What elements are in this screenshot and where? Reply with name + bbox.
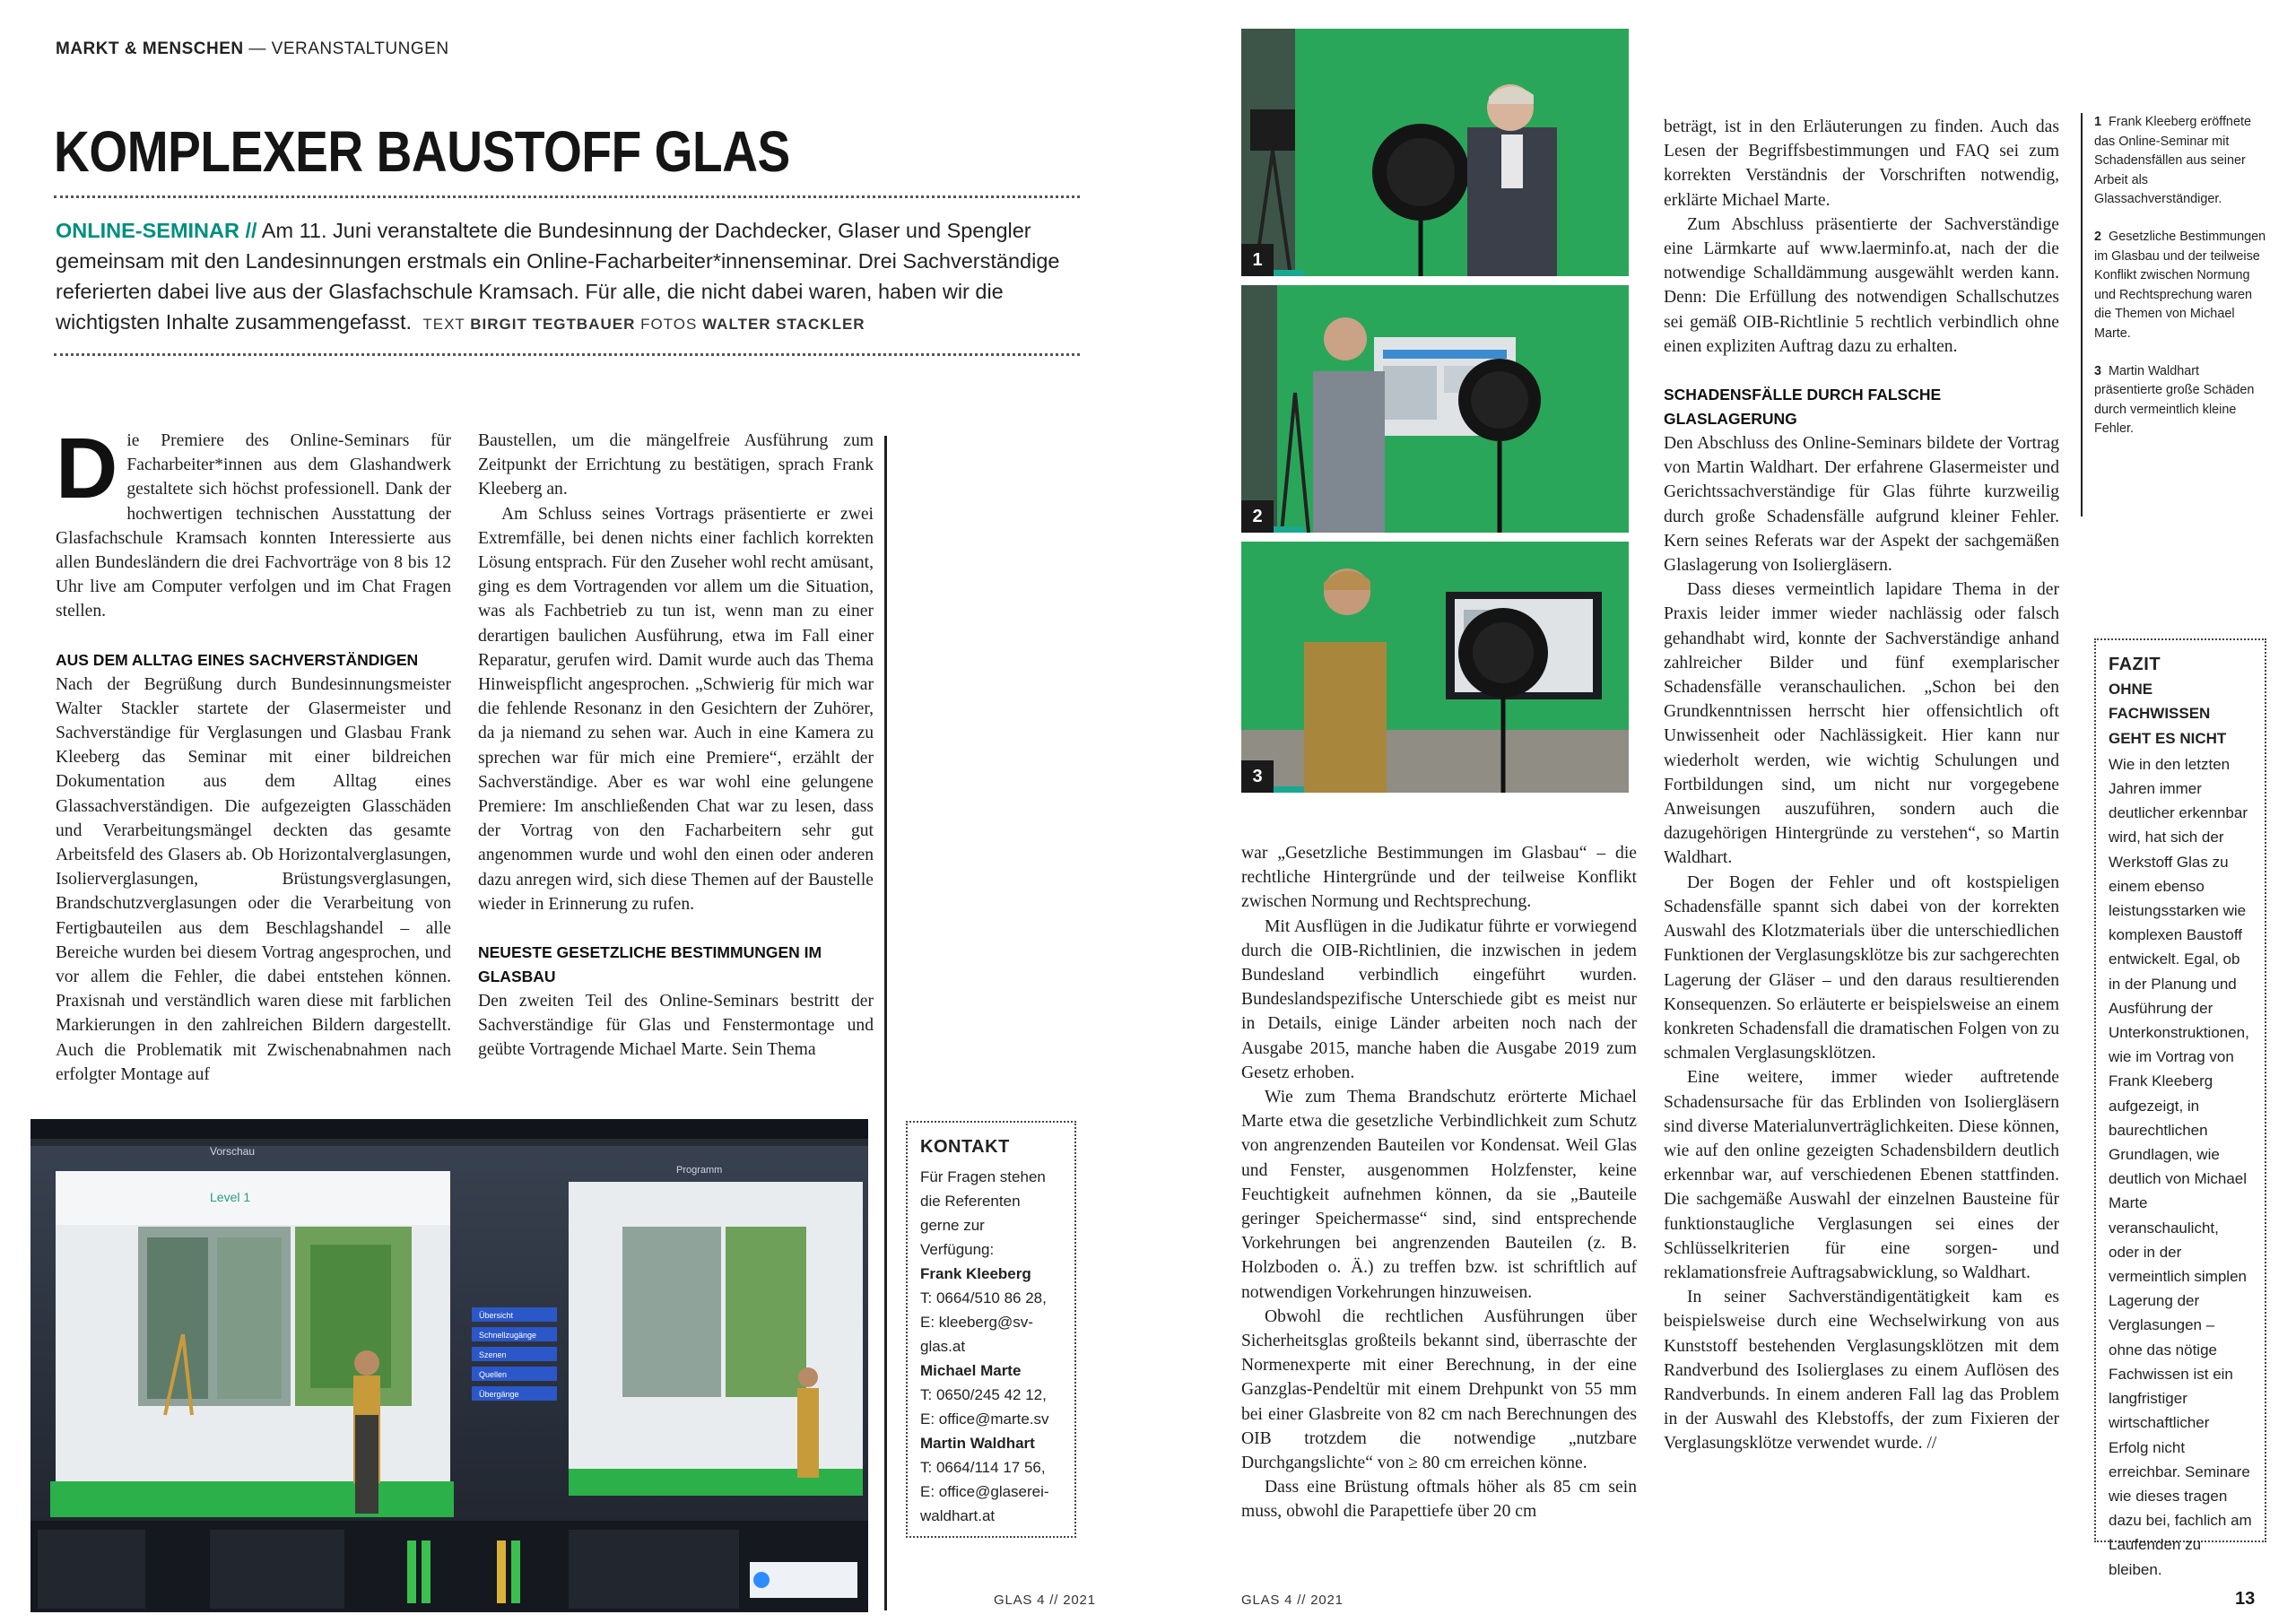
contact-email[interactable]: E: kleeberg@sv-glas.at xyxy=(920,1314,1033,1355)
monitor-image xyxy=(30,1119,868,1612)
monitor-photo xyxy=(30,1119,868,1612)
intro-text: Am 11. Juni veranstaltete die Bundesinnung der Dachdecker, Glaser und Spengler gemeinsam mit den Landesinnungen erstmals ein Online-Facharbeiter*innenseminar. Drei Sachverständige referierten dabei live aus der Glasfachschule Kramsach. Für alle, die nicht dabei waren, haben wir die wichtigsten Inhalte zusammengefasst. xyxy=(56,219,1060,334)
footer-right: GLAS 4 // 2021 xyxy=(1241,1593,1344,1608)
caption-text: Martin Waldhart präsentierte große Schäden durch vermeintlich kleine Fehler. xyxy=(2094,363,2255,437)
paragraph: beträgt, ist in den Erläuterungen zu finden. Auch das Lesen der Begriffsbestimmungen und FAQ sei zum korrekten Verständnis der Vorschriften notwendig, erklärte Michael Marte. xyxy=(1664,117,2059,210)
paragraph: Zum Abschluss präsentierte der Sachverständige eine Lärmkarte auf www.laerminfo.at, nach der die notwendige Schalldämmung ausgewählt werden kann. Denn: Die Erfüllung des notwendigen Schallschutzes sei gemäß OIB-Richtlinie 5 rechtlich verbindlich ohne einen expliziten Auftrag dazu zu erhalten. xyxy=(1664,214,2059,356)
preview-label: Vorschau xyxy=(210,1145,256,1158)
contact-phone: T: 0664/510 86 28, xyxy=(920,1289,1047,1306)
contact-phone: T: 0650/245 42 12, xyxy=(920,1386,1047,1403)
caption-number: 3 xyxy=(2094,363,2102,378)
paragraph: Der Bogen der Fehler und oft kostspieligen Schadensfälle spannt sich dabei von der korrekten Auswahl des Klotzmaterials über die unterschiedlichen Funktionen der Verglasungsklötze bis zur sachgerechten Lagerung der Gläser – und den daraus resultierenden Konsequenzen. So erläuterte er beispielsweise an einem konkreten Schadensfall die dramatischen Folgen von zu schmalen Verglasungsklötzen. xyxy=(1664,872,2059,1063)
menu-item: Quellen xyxy=(479,1370,508,1379)
author: BIRGIT TEGTBAUER xyxy=(470,316,636,333)
intro-kicker: ONLINE-SEMINAR // xyxy=(56,219,257,242)
caption-number: 1 xyxy=(2094,115,2102,129)
text-label: TEXT xyxy=(422,316,465,333)
article-headline: KOMPLEXER BAUSTOFF GLAS xyxy=(54,119,790,184)
paragraph: Dass dieses vermeintlich lapidare Thema in der Praxis leider immer wieder nachlässig oder falsch gehandhabt wird, konnte der Sachverständige anhand zahlreicher Bilder und fünf exemplarischer Schadensfälle veranschaulichen. „Schon bei den Grundkenntnissen herrscht hier offensichtlich oft Unwissenheit oder Nachlässigkeit. Hier kann nur wiederholt werden, wie wichtig Schulungen und Fortbildungen sind, um nicht nur vorgegebene Anweisungen auszuführen, sondern auch die dazugehörigen Hintergründe zu verstehen“, so Martin Waldhart. xyxy=(1664,580,2059,868)
body-column-4 xyxy=(1664,115,2059,1456)
subheading: SCHADENSFÄLLE DURCH FALSCHE GLASLAGERUNG xyxy=(1664,386,1942,429)
photo-number: 2 xyxy=(1241,500,1274,533)
paragraph: Dass eine Brüstung oftmals höher als 85 cm sein muss, obwohl die Parapettiefe über 20 cm xyxy=(1241,1478,1637,1522)
photo-1 xyxy=(1241,29,1629,276)
footer-left: GLAS 4 // 2021 xyxy=(994,1593,1096,1608)
paragraph: Die Premiere des Online-Seminars für Facharbeiter*innen aus dem Glashandwerk gestaltete sich höchst professionell. Dank der hochwertigen technischen Ausstattung der Glasfachschule Kramsach konnten Interessierte aus allen Bundesländern die drei Fachvorträge von 8 bis 12 Uhr live am Computer verfolgen und im Chat Fragen stellen. xyxy=(56,421,451,621)
contact-name: Michael Marte xyxy=(920,1362,1022,1379)
photo-number: 1 xyxy=(1241,244,1274,276)
summary-box xyxy=(2094,638,2266,1578)
dropcap: D xyxy=(56,421,118,516)
separator: — xyxy=(248,39,266,58)
contact-email[interactable]: E: office@glaserei-waldhart.at xyxy=(920,1483,1049,1524)
contact-intro: Für Fragen stehen die Referenten gerne zur Verfügung: xyxy=(920,1168,1046,1258)
caption-rule xyxy=(2081,113,2083,516)
running-head xyxy=(56,39,449,59)
caption-text: Gesetzliche Bestimmungen im Glasbau und der teilweise Konflikt zwischen Normung und Rechtsprechung waren die Themen von Michael Marte. xyxy=(2094,229,2266,341)
menu-item: Übersicht xyxy=(479,1311,514,1320)
intro-divider xyxy=(54,353,1080,356)
subheading: AUS DEM ALLTAG EINES SACHVERSTÄNDIGEN xyxy=(56,650,419,669)
photo-accent xyxy=(1274,786,1304,793)
body-column-3 xyxy=(1241,841,1637,1524)
caption-1 xyxy=(2094,113,2270,210)
section-label: MARKT & MENSCHEN xyxy=(56,39,244,58)
column-rule xyxy=(884,436,887,1610)
paragraph: Nach der Begrüßung durch Bundesinnungsmeister Walter Stackler startete der Glasermeister und Sachverständige für Verglasungen und Glasbau Frank Kleeberg das Seminar mit einer bildreichen Dokumentation aus dem Alltag eines Glassachverständigen. Die aufgezeigten Glasschäden und Verarbeitungsmängel deckten das gesamte Arbeitsfeld des Glasers ab. Ob Horizontalverglasungen, Isolierverglasungen, Brüstungsverglasungen, Brandschutzverglasungen oder die Verarbeitung von Fertigbauteilen aus dem Beschlagshandel – alle Bereiche wurden bei diesem Vortrag angesprochen, und vor allem die Fehler, die dabei entstehen können. Praxisnah und verständlich waren diese mit farblichen Markierungen in den zahlreichen Bildern dargestellt. Auch die Problematik mit Zwischenabnahmen nach erfolgter Montage auf xyxy=(56,674,451,1084)
contact-box xyxy=(906,1121,1076,1538)
contact-phone: T: 0664/114 17 56, xyxy=(920,1459,1046,1476)
photographer: WALTER STACKLER xyxy=(702,316,865,333)
paragraph: Baustellen, um die mängelfreie Ausführung zum Zeitpunkt der Errichtung zu bestätigen, sprach Frank Kleeberg an. xyxy=(478,431,874,499)
subheading: NEUESTE GESETZLICHE BESTIMMUNGEN IM GLASBAU xyxy=(478,943,822,986)
menu-item: Übergänge xyxy=(479,1390,519,1399)
photo-2-image xyxy=(1241,285,1629,533)
paragraph: war „Gesetzliche Bestimmungen im Glasbau“ – die rechtliche Hintergründe und der teilweise Konflikt zwischen Normung und Rechtsprechung. xyxy=(1241,844,1637,912)
photo-1-image xyxy=(1241,29,1629,276)
subsection-label: VERANSTALTUNGEN xyxy=(271,39,449,58)
program-label: Programm xyxy=(676,1165,723,1176)
caption-2 xyxy=(2094,228,2270,344)
summary-title: FAZIT xyxy=(2109,655,2161,674)
contact-name: Martin Waldhart xyxy=(920,1435,1035,1452)
photo-2 xyxy=(1241,285,1629,533)
photo-label: FOTOS xyxy=(640,316,698,333)
caption-number: 2 xyxy=(2094,229,2102,244)
menu-item: Schnellzugänge xyxy=(479,1331,537,1340)
summary-subtitle: OHNE FACHWISSEN GEHT ES NICHT xyxy=(2109,681,2227,747)
body-column-2 xyxy=(478,429,874,1063)
paragraph: Obwohl die rechtlichen Ausführungen über Sicherheitsglas großteils bekannt sind, überraschte der Normenexperte mit einer Berechnung, in der eine Ganzglas-Pendeltür mit einem Drehpunkt von 55 mm bei einer Glasbreite von 82 cm nach Berechnungen des OIB trotzdem die notwendige „nutzbare Durchgangslichte“ von ≥ 80 cm erreichen könne. xyxy=(1241,1306,1637,1473)
paragraph: Den Abschluss des Online-Seminars bildete der Vortrag von Martin Waldhart. Der erfahrene Glasermeister und Gerichtssachverständige für Glas führte kurzweilig durch große Schadensfälle aufgrund kleiner Fehler. Kern seines Referats war der Aspekt der sachgemäßen Glaslagerung von Isoliergläsern. xyxy=(1664,434,2059,576)
menu-item: Szenen xyxy=(479,1350,507,1359)
photo-captions xyxy=(2094,113,2270,457)
credits xyxy=(418,316,865,333)
paragraph: Wie zum Thema Brandschutz erörterte Michael Marte etwa die gesetzliche Verbindlichkeit zum Schutz von angrenzenden Bauteilen vor Kondensat. Weil Glas und Fenster, ausgenommen Holzfenster, keine Feuchtigkeit aufnehmen können, da sie „Bauteile geringer Speichermasse“ sind, sind entsprechende Vorkehrungen bei angrenzenden Bauteilen (z. B. Holzboden o. Ä.) zu treffen bzw. ist schriftlich auf notwendigen Vorkehrungen hinzuweisen. xyxy=(1241,1088,1637,1302)
photo-accent xyxy=(1274,270,1304,276)
paragraph: Eine weitere, immer wieder auftretende Schadensursache für das Erblinden von Isoliergläsern sind diverse Materialunverträglichkeiten. Diese können, wie auf den online gezeigten Schadensbildern deutlich erkennbar war, auf verschiedenen Ebenen stattfinden. Die sachgemäße Auswahl der einzelnen Bausteine für funktionstaugliche Verglasungen sei eines der Schlüsselkriterien für eine sorgen- und reklamationsfreie Auftragsabwicklung, so Waldhart. xyxy=(1664,1068,2059,1282)
summary-text: Wie in den letzten Jahren immer deutlicher erkennbar wird, hat sich der Werkstoff Glas zu einem ebenso leistungsstarken wie komplexen Baustoff entwickelt. Egal, ob in der Planung und Ausführung der Unterkonstruktionen, wie im Vortrag von Frank Kleeberg aufgezeigt, in baurechtlichen Grundlagen, wie deutlich von Michael Marte veranschaulicht, oder in der vermeintlich simplen Lagerung der Verglasungen – ohne das nötige Fachwissen ist ein langfristiger wirtschaftlicher Erfolg nicht erreichbar. Seminare wie dieses tragen dazu bei, fachlich am Laufenden zu bleiben. xyxy=(2109,755,2252,1578)
photo-3-image xyxy=(1241,542,1629,793)
photo-accent xyxy=(1274,526,1304,533)
contact-email[interactable]: E: office@marte.sv xyxy=(920,1410,1049,1428)
page-number: 13 xyxy=(2235,1589,2256,1609)
slide-title: Level 1 xyxy=(210,1190,251,1204)
paragraph: Den zweiten Teil des Online-Seminars bestritt der Sachverständige für Glas und Fenstermontage und geübte Vortragende Michael Marte. Sein Thema xyxy=(478,992,874,1060)
headline-divider xyxy=(54,195,1080,198)
paragraph: Am Schluss seines Vortrags präsentierte er zwei Extremfälle, bei denen nichts einer fachlich korrekten Lösung entsprach. Für den Zuseher wohl recht amüsant, ging es dem Vortragenden vor allem um die Situation, was als Fachbetrieb zu tun ist, wenn man zu einer derartigen baulichen Ausführung, etwa im Fall einer Reparatur, gerufen wird. Damit wurde auch das Thema Hinweispflicht angesprochen. „Schwierig für mich war die fehlende Resonanz in den Gesichtern der Zuhörer, da ja niemand zu sehen war. Auch in eine Kamera zu sprechen war für mich eine Premiere“, erzählt der Sachverständige. Aber es war wohl eine gelungene Premiere: Im anschließenden Chat war zu lesen, dass der Vortrag von den Facharbeitern sehr gut angenommen wurde und wohl den einen oder anderen dazu anregen wird, sich diese Themen auf der Baustelle wieder in Erinnerung zu rufen. xyxy=(478,504,874,914)
article-intro xyxy=(56,215,1078,340)
contact-title: KONTAKT xyxy=(920,1137,1010,1157)
caption-text: Frank Kleeberg eröffnete das Online-Seminar mit Schadensfällen aus seiner Arbeit als Glassachverständiger. xyxy=(2094,115,2251,207)
body-column-1 xyxy=(56,421,451,1087)
caption-3 xyxy=(2094,362,2270,439)
paragraph: In seiner Sachverständigentätigkeit kam es beispielsweise durch eine Wechselwirkung von aus Kunststoff bestehenden Verglasungsklötzen mit dem Randverbund des Isolierglases zu einem Auflösen des Randverbunds. In einem anderen Fall lag das Problem in der Auswahl des Klebstoffs, der zum Fixieren der Verglasungsklötze verwendet wurde. // xyxy=(1664,1288,2059,1454)
photo-number: 3 xyxy=(1241,760,1274,793)
photo-3 xyxy=(1241,542,1629,793)
paragraph: Mit Ausflügen in die Judikatur führte er vorwiegend durch die OIB-Richtlinien, die inzwischen in jedem Bundesland verbindlich eingeführt wurden. Bundeslandspezifische Unterschiede gibt es meist nur in Details, einige Länder arbeiten noch nach der Ausgabe 2015, manche haben die Ausgabe 2019 zum Gesetz erhoben. xyxy=(1241,916,1637,1082)
contact-name: Frank Kleeberg xyxy=(920,1265,1031,1282)
